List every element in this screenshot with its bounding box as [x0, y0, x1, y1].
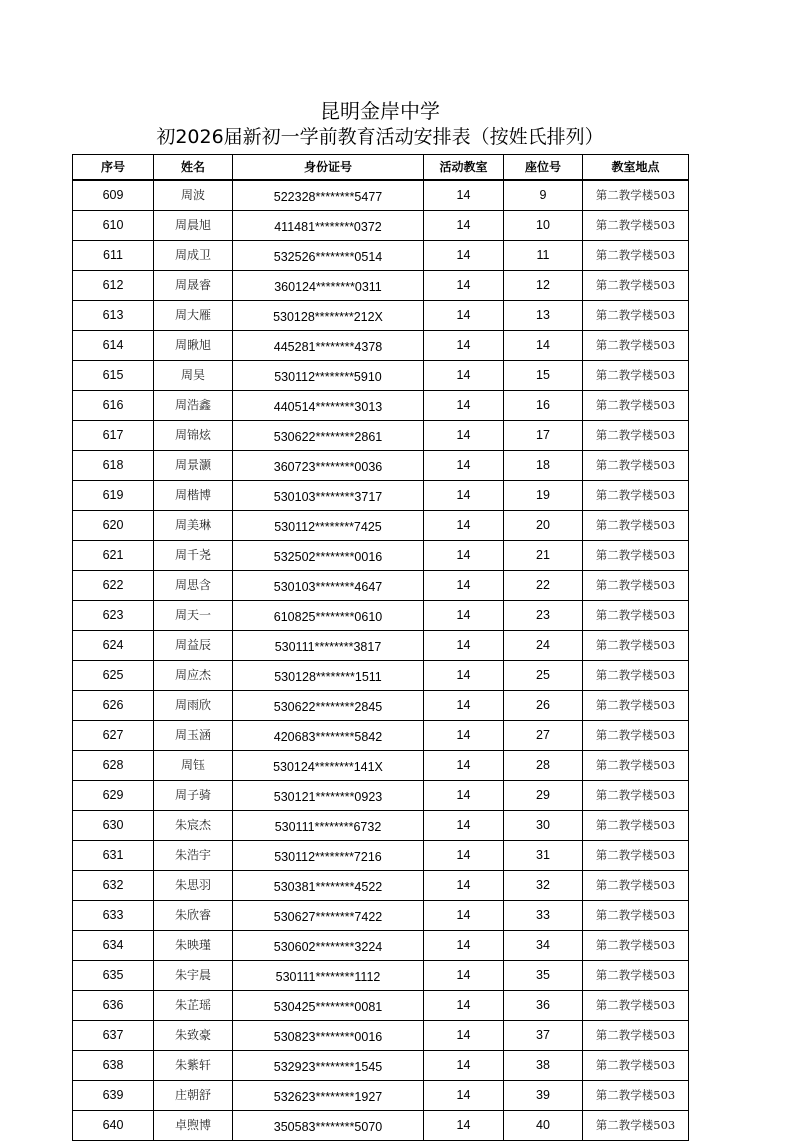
seat-number: 26 [504, 691, 583, 721]
table-row [73, 751, 689, 781]
seat-number: 21 [504, 541, 583, 571]
row-index: 640 [73, 1111, 154, 1141]
table-row [73, 180, 689, 211]
student-name: 周昊 [154, 361, 233, 391]
student-name: 周思含 [154, 571, 233, 601]
row-index: 616 [73, 391, 154, 421]
row-index: 613 [73, 301, 154, 331]
table-row [73, 481, 689, 511]
row-index: 635 [73, 961, 154, 991]
row-index: 625 [73, 661, 154, 691]
table-row [73, 871, 689, 901]
student-name: 周子骑 [154, 781, 233, 811]
seat-number: 38 [504, 1051, 583, 1081]
table-row [73, 841, 689, 871]
row-index: 622 [73, 571, 154, 601]
id-number: 530823********0016 [233, 1021, 424, 1051]
row-index: 610 [73, 211, 154, 241]
seat-number: 33 [504, 901, 583, 931]
table-row [73, 511, 689, 541]
id-number: 530622********2845 [233, 691, 424, 721]
activity-room: 14 [424, 211, 504, 241]
table-row [73, 451, 689, 481]
seat-number: 16 [504, 391, 583, 421]
id-number: 530111********3817 [233, 631, 424, 661]
table-row [73, 1021, 689, 1051]
room-location: 第二教学楼503 [583, 511, 689, 541]
room-location: 第二教学楼503 [583, 811, 689, 841]
student-name: 周钰 [154, 751, 233, 781]
id-number: 522328********5477 [233, 180, 424, 211]
student-name: 周锦炫 [154, 421, 233, 451]
room-location: 第二教学楼503 [583, 1081, 689, 1111]
id-number: 350583********5070 [233, 1111, 424, 1141]
room-location: 第二教学楼503 [583, 211, 689, 241]
id-number: 530128********1511 [233, 661, 424, 691]
row-index: 631 [73, 841, 154, 871]
student-name: 周应杰 [154, 661, 233, 691]
student-name: 周瞅旭 [154, 331, 233, 361]
activity-room: 14 [424, 661, 504, 691]
room-location: 第二教学楼503 [583, 421, 689, 451]
seat-number: 40 [504, 1111, 583, 1141]
activity-room: 14 [424, 361, 504, 391]
room-location: 第二教学楼503 [583, 781, 689, 811]
room-location: 第二教学楼503 [583, 451, 689, 481]
id-number: 411481********0372 [233, 211, 424, 241]
activity-room: 14 [424, 1111, 504, 1141]
row-index: 639 [73, 1081, 154, 1111]
activity-room: 14 [424, 271, 504, 301]
id-number: 530627********7422 [233, 901, 424, 931]
student-name: 周玉涵 [154, 721, 233, 751]
id-number: 532623********1927 [233, 1081, 424, 1111]
row-index: 621 [73, 541, 154, 571]
row-index: 614 [73, 331, 154, 361]
id-number: 530103********4647 [233, 571, 424, 601]
activity-room: 14 [424, 421, 504, 451]
seat-number: 18 [504, 451, 583, 481]
activity-room: 14 [424, 961, 504, 991]
room-location: 第二教学楼503 [583, 691, 689, 721]
id-number: 360124********0311 [233, 271, 424, 301]
student-name: 周雨欣 [154, 691, 233, 721]
room-location: 第二教学楼503 [583, 751, 689, 781]
room-location: 第二教学楼503 [583, 601, 689, 631]
student-name: 朱宇晨 [154, 961, 233, 991]
room-location: 第二教学楼503 [583, 180, 689, 211]
activity-room: 14 [424, 1051, 504, 1081]
activity-room: 14 [424, 1021, 504, 1051]
student-name: 朱宸杰 [154, 811, 233, 841]
activity-room: 14 [424, 991, 504, 1021]
table-row [73, 901, 689, 931]
seat-number: 19 [504, 481, 583, 511]
activity-room: 14 [424, 481, 504, 511]
room-location: 第二教学楼503 [583, 991, 689, 1021]
seat-number: 25 [504, 661, 583, 691]
room-location: 第二教学楼503 [583, 391, 689, 421]
id-number: 530128********212X [233, 301, 424, 331]
column-header-name: 姓名 [154, 155, 233, 181]
row-index: 612 [73, 271, 154, 301]
activity-room: 14 [424, 841, 504, 871]
table-row [73, 391, 689, 421]
room-location: 第二教学楼503 [583, 661, 689, 691]
activity-room: 14 [424, 631, 504, 661]
room-location: 第二教学楼503 [583, 571, 689, 601]
table-row [73, 691, 689, 721]
row-index: 633 [73, 901, 154, 931]
activity-room: 14 [424, 391, 504, 421]
student-name: 周晨旭 [154, 211, 233, 241]
seat-number: 39 [504, 1081, 583, 1111]
seat-number: 20 [504, 511, 583, 541]
seat-number: 10 [504, 211, 583, 241]
student-name: 卓煦博 [154, 1111, 233, 1141]
row-index: 619 [73, 481, 154, 511]
student-name: 周浩鑫 [154, 391, 233, 421]
table-row [73, 1051, 689, 1081]
row-index: 634 [73, 931, 154, 961]
room-location: 第二教学楼503 [583, 1021, 689, 1051]
row-index: 617 [73, 421, 154, 451]
activity-room: 14 [424, 541, 504, 571]
id-number: 530111********6732 [233, 811, 424, 841]
activity-room: 14 [424, 721, 504, 751]
column-header-seat-number: 座位号 [504, 155, 583, 181]
id-number: 530381********4522 [233, 871, 424, 901]
room-location: 第二教学楼503 [583, 931, 689, 961]
table-row [73, 1111, 689, 1141]
room-location: 第二教学楼503 [583, 901, 689, 931]
table-row [73, 241, 689, 271]
row-index: 637 [73, 1021, 154, 1051]
activity-room: 14 [424, 301, 504, 331]
id-number: 420683********5842 [233, 721, 424, 751]
activity-room: 14 [424, 691, 504, 721]
row-index: 627 [73, 721, 154, 751]
student-name: 周楷博 [154, 481, 233, 511]
activity-room: 14 [424, 781, 504, 811]
row-index: 638 [73, 1051, 154, 1081]
seat-number: 29 [504, 781, 583, 811]
activity-room: 14 [424, 811, 504, 841]
room-location: 第二教学楼503 [583, 481, 689, 511]
row-index: 626 [73, 691, 154, 721]
schedule-table [72, 154, 689, 1141]
table-row [73, 631, 689, 661]
page-title: 初2026届新初一学前教育活动安排表（按姓氏排列） [156, 126, 604, 148]
seat-number: 31 [504, 841, 583, 871]
seat-number: 37 [504, 1021, 583, 1051]
id-number: 440514********3013 [233, 391, 424, 421]
id-number: 530112********5910 [233, 361, 424, 391]
activity-room: 14 [424, 180, 504, 211]
table-row [73, 811, 689, 841]
student-name: 朱致豪 [154, 1021, 233, 1051]
seat-number: 15 [504, 361, 583, 391]
student-name: 朱芷瑶 [154, 991, 233, 1021]
room-location: 第二教学楼503 [583, 331, 689, 361]
student-name: 朱思羽 [154, 871, 233, 901]
seat-number: 9 [504, 180, 583, 211]
seat-number: 12 [504, 271, 583, 301]
room-location: 第二教学楼503 [583, 271, 689, 301]
seat-number: 17 [504, 421, 583, 451]
room-location: 第二教学楼503 [583, 721, 689, 751]
seat-number: 32 [504, 871, 583, 901]
activity-room: 14 [424, 601, 504, 631]
id-number: 530121********0923 [233, 781, 424, 811]
room-location: 第二教学楼503 [583, 841, 689, 871]
room-location: 第二教学楼503 [583, 871, 689, 901]
column-header-room-location: 教室地点 [583, 155, 689, 181]
table-row [73, 781, 689, 811]
student-name: 庄朝舒 [154, 1081, 233, 1111]
room-location: 第二教学楼503 [583, 241, 689, 271]
table-row [73, 421, 689, 451]
column-header-index: 序号 [73, 155, 154, 181]
student-name: 周美琳 [154, 511, 233, 541]
id-number: 530425********0081 [233, 991, 424, 1021]
table-row [73, 361, 689, 391]
activity-room: 14 [424, 571, 504, 601]
seat-number: 14 [504, 331, 583, 361]
row-index: 615 [73, 361, 154, 391]
column-header-activity-room: 活动教室 [424, 155, 504, 181]
table-row [73, 721, 689, 751]
row-index: 618 [73, 451, 154, 481]
seat-number: 28 [504, 751, 583, 781]
table-body [73, 180, 689, 1141]
seat-number: 24 [504, 631, 583, 661]
table-row [73, 601, 689, 631]
student-name: 周波 [154, 180, 233, 211]
row-index: 624 [73, 631, 154, 661]
id-number: 530622********2861 [233, 421, 424, 451]
activity-room: 14 [424, 751, 504, 781]
seat-number: 22 [504, 571, 583, 601]
seat-number: 36 [504, 991, 583, 1021]
room-location: 第二教学楼503 [583, 1111, 689, 1141]
row-index: 628 [73, 751, 154, 781]
seat-number: 30 [504, 811, 583, 841]
activity-room: 14 [424, 871, 504, 901]
student-name: 周天一 [154, 601, 233, 631]
id-number: 532502********0016 [233, 541, 424, 571]
row-index: 620 [73, 511, 154, 541]
id-number: 445281********4378 [233, 331, 424, 361]
id-number: 532923********1545 [233, 1051, 424, 1081]
id-number: 530103********3717 [233, 481, 424, 511]
activity-room: 14 [424, 451, 504, 481]
student-name: 朱映瑾 [154, 931, 233, 961]
seat-number: 13 [504, 301, 583, 331]
row-index: 609 [73, 180, 154, 211]
row-index: 636 [73, 991, 154, 1021]
student-name: 周益辰 [154, 631, 233, 661]
id-number: 530602********3224 [233, 931, 424, 961]
table-row [73, 301, 689, 331]
id-number: 610825********0610 [233, 601, 424, 631]
activity-room: 14 [424, 331, 504, 361]
table-row [73, 331, 689, 361]
id-number: 360723********0036 [233, 451, 424, 481]
activity-room: 14 [424, 241, 504, 271]
activity-room: 14 [424, 931, 504, 961]
room-location: 第二教学楼503 [583, 361, 689, 391]
seat-number: 27 [504, 721, 583, 751]
activity-room: 14 [424, 1081, 504, 1111]
activity-room: 14 [424, 511, 504, 541]
id-number: 530111********1112 [233, 961, 424, 991]
room-location: 第二教学楼503 [583, 961, 689, 991]
table-row [73, 961, 689, 991]
table-row [73, 931, 689, 961]
column-header-id-number: 身份证号 [233, 155, 424, 181]
room-location: 第二教学楼503 [583, 541, 689, 571]
student-name: 周成卫 [154, 241, 233, 271]
student-name: 朱紫轩 [154, 1051, 233, 1081]
student-name: 周景灏 [154, 451, 233, 481]
id-number: 530112********7425 [233, 511, 424, 541]
id-number: 532526********0514 [233, 241, 424, 271]
seat-number: 11 [504, 241, 583, 271]
school-name: 昆明金岸中学 [320, 99, 440, 123]
row-index: 632 [73, 871, 154, 901]
student-name: 周千尧 [154, 541, 233, 571]
seat-number: 34 [504, 931, 583, 961]
table-row [73, 541, 689, 571]
student-name: 朱欣睿 [154, 901, 233, 931]
id-number: 530124********141X [233, 751, 424, 781]
room-location: 第二教学楼503 [583, 1051, 689, 1081]
room-location: 第二教学楼503 [583, 301, 689, 331]
table-row [73, 661, 689, 691]
student-name: 周大雁 [154, 301, 233, 331]
seat-number: 23 [504, 601, 583, 631]
row-index: 629 [73, 781, 154, 811]
student-name: 周晟睿 [154, 271, 233, 301]
table-row [73, 1081, 689, 1111]
id-number: 530112********7216 [233, 841, 424, 871]
table-row [73, 271, 689, 301]
seat-number: 35 [504, 961, 583, 991]
activity-room: 14 [424, 901, 504, 931]
row-index: 623 [73, 601, 154, 631]
student-name: 朱浩宇 [154, 841, 233, 871]
table-header-row [73, 155, 689, 181]
room-location: 第二教学楼503 [583, 631, 689, 661]
row-index: 611 [73, 241, 154, 271]
table-row [73, 571, 689, 601]
table-row [73, 991, 689, 1021]
table-row [73, 211, 689, 241]
row-index: 630 [73, 811, 154, 841]
